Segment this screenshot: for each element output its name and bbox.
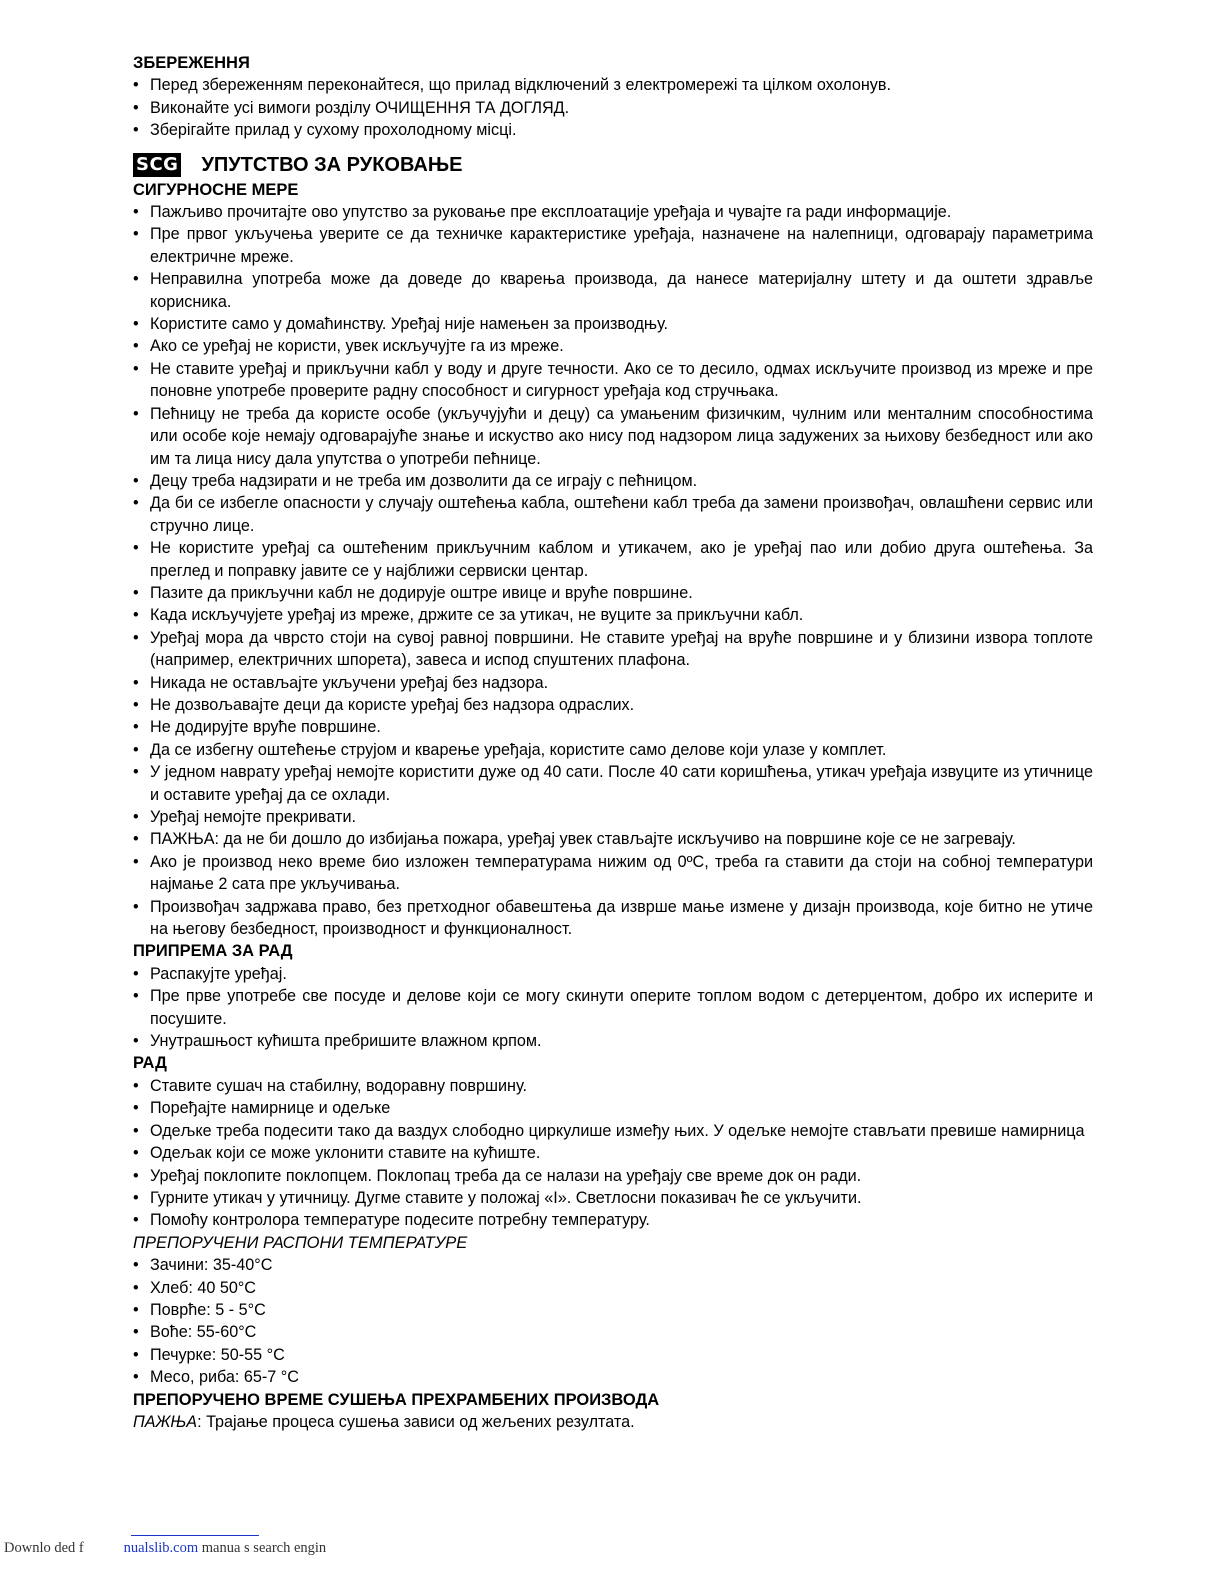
list-item: • Уређај немојте прекривати. — [133, 806, 1093, 828]
list-item: • Помоћу контролора температуре подесите потребну температуру. — [133, 1209, 1093, 1231]
list-item: • Зберігайте прилад у сухому прохолодному місці. — [133, 119, 1093, 141]
list-item: • Децу треба надзирати и не треба им дозволити да се играју с пећницом. — [133, 470, 1093, 492]
note-text: : Трајање процеса сушења зависи од жељених резултата. — [197, 1412, 635, 1431]
safety-heading: СИГУРНОСНЕ МЕРЕ — [133, 180, 299, 199]
prep-list — [133, 963, 1093, 1053]
list-item: • Воће: 55-60°C — [133, 1321, 1093, 1343]
manual-title: УПУТСТВО ЗА РУКОВАЊЕ — [201, 153, 463, 176]
list-item: • Перед збереженням переконайтеся, що прилад відключений з електромережі та цілком охолонув. — [133, 74, 1093, 96]
footer-prefix: Downlo ded f — [4, 1540, 84, 1556]
list-item: • Ако се уређај не користи, увек искључујте га из мреже. — [133, 335, 1093, 357]
list-item: • Гурните утикач у утичницу. Дугме ставите у положај «I». Светлосни показивач ће се укључити. — [133, 1187, 1093, 1209]
list-item: • Не додирујте вруће површине. — [133, 716, 1093, 738]
list-item: • Поврће: 5 - 5°C — [133, 1299, 1093, 1321]
list-item: • Користите само у домаћинству. Уређај није намењен за производњу. — [133, 313, 1093, 335]
drying-heading: ПРЕПОРУЧЕНО ВРЕМЕ СУШЕЊА ПРЕХРАМБЕНИХ ПРОИЗВОДА — [133, 1390, 660, 1409]
list-item: • Пре првог укључења уверите се да техничке карактеристике уређаја, назначене на налепници, одговарају параметрима електричне мреже. — [133, 223, 1093, 268]
list-item: • ПАЖЊА: да не би дошло до избијања пожара, уређај увек стављајте искључиво на површине које се не загревају. — [133, 828, 1093, 850]
storage-heading: ЗБЕРЕЖЕННЯ — [133, 54, 250, 72]
list-item: • Да би се избегле опасности у случају оштећења кабла, оштећени кабл треба да замени произвођач, овлашћени сервис или стручно лице. — [133, 492, 1093, 537]
list-item: • Да се избегну оштећење струјом и кварење уређаја, користите само делове који улазе у комплет. — [133, 739, 1093, 761]
temps-list — [133, 1254, 1093, 1388]
list-item: • У једном наврату уређај немојте користити дуже од 40 сати. После 40 сати коришћења, утикач уређаја извуците из утичнице и оставите уређај да се охлади. — [133, 761, 1093, 806]
list-item: • Пажљиво прочитајте ово упутство за руковање пре експлоатације уређаја и чувајте га ради информације. — [133, 201, 1093, 223]
list-item: • Пре прве употребе све посуде и делове који се могу скинути оперите топлом водом с детерџентом, добро их исперите и посушите. — [133, 985, 1093, 1030]
list-item: • Не ставите уређај и прикључни кабл у воду и друге течности. Ако се то десило, одмах искључите производ из мреже и пре поновне употребе проверите радну способност и сигурност уређаја код стручњака. — [133, 358, 1093, 403]
footer-watermark — [4, 1540, 326, 1557]
footer-suffix: manua s search engin — [198, 1540, 327, 1556]
list-item: • Произвођач задржава право, без претходног обавештења да изврше мање измене у дизајн производа, које битно не утиче на његову безбедност, производност и функционалност. — [133, 896, 1093, 941]
list-item: • Када искључујете уређај из мреже, држите се за утикач, не вуците за прикључни кабл. — [133, 604, 1093, 626]
list-item: • Распакујте уређај. — [133, 963, 1093, 985]
document-page — [133, 52, 1093, 1433]
work-heading: РАД — [133, 1054, 167, 1073]
drying-note — [133, 1411, 1093, 1433]
list-item: • Не користите уређај са оштећеним прикључним каблом и утикачем, ако је уређај пао или добио друга оштећења. За преглед и поправку јавите се у најближи сервиски центар. — [133, 537, 1093, 582]
list-item: • Пећницу не треба да користе особе (укључујући и децу) са умањеним физичким, чулним или менталним способностима или особе које немају одговарајуће знање и искуство ако нису под надзором лица задужених за њихову безбедност или ако им та лица нису дала упутства о употреби пећнице. — [133, 403, 1093, 470]
list-item: • Одељке треба подесити тако да ваздух слободно циркулише између њих. У одељке немојте стављати превише намирница — [133, 1120, 1093, 1142]
footer-link-underline — [131, 1535, 259, 1536]
work-list — [133, 1075, 1093, 1232]
language-header — [133, 152, 1093, 179]
list-item: • Одељак који се може уклонити ставите на кућиште. — [133, 1142, 1093, 1164]
list-item: • Никада не остављајте укључени уређај без надзора. — [133, 672, 1093, 694]
list-item: • Виконайте усі вимоги розділу ОЧИЩЕННЯ ТА ДОГЛЯД. — [133, 97, 1093, 119]
prep-heading: ПРИПРЕМА ЗА РАД — [133, 942, 293, 961]
list-item: • Уређај поклопите поклопцем. Поклопац треба да се налази на уређају све време док он ради. — [133, 1165, 1093, 1187]
list-item: • Зачини: 35-40°C — [133, 1254, 1093, 1276]
list-item: • Не дозвољавајте деци да користе уређај без надзора одраслих. — [133, 694, 1093, 716]
list-item: • Поређајте намирнице и одељке — [133, 1097, 1093, 1119]
list-item: • Хлеб: 40 50°C — [133, 1277, 1093, 1299]
list-item: • Уређај мора да чврсто стоји на сувој равној површини. Не ставите уређај на вруће површине и у близини извора топлоте (например, електричних шпорета), завеса и испод спуштених плафона. — [133, 627, 1093, 672]
safety-list — [133, 201, 1093, 940]
list-item: • Пазите да прикључни кабл не додирује оштре ивице и вруће површине. — [133, 582, 1093, 604]
list-item: • Месо, риба: 65-7 °C — [133, 1366, 1093, 1388]
language-badge: SCG — [133, 153, 181, 177]
temps-heading: ПРЕПОРУЧЕНИ РАСПОНИ ТЕМПЕРАТУРЕ — [133, 1233, 468, 1252]
storage-list — [133, 74, 1093, 141]
list-item: • Ако је производ неко време био изложен температурама нижим од 0ºC, треба га ставити да стоји на собној температури најмање 2 сата пре укључивања. — [133, 851, 1093, 896]
list-item: • Неправилна употреба може да доведе до кварења производа, да нанесе материјалну штету и да оштети здравље корисника. — [133, 268, 1093, 313]
note-label: ПАЖЊА — [133, 1412, 198, 1431]
list-item: • Печурке: 50-55 °C — [133, 1344, 1093, 1366]
footer-link[interactable]: nualslib.com — [123, 1540, 199, 1556]
list-item: • Унутрашњост кућишта пребришите влажном крпом. — [133, 1030, 1093, 1052]
list-item: • Ставите сушач на стабилну, водоравну површину. — [133, 1075, 1093, 1097]
